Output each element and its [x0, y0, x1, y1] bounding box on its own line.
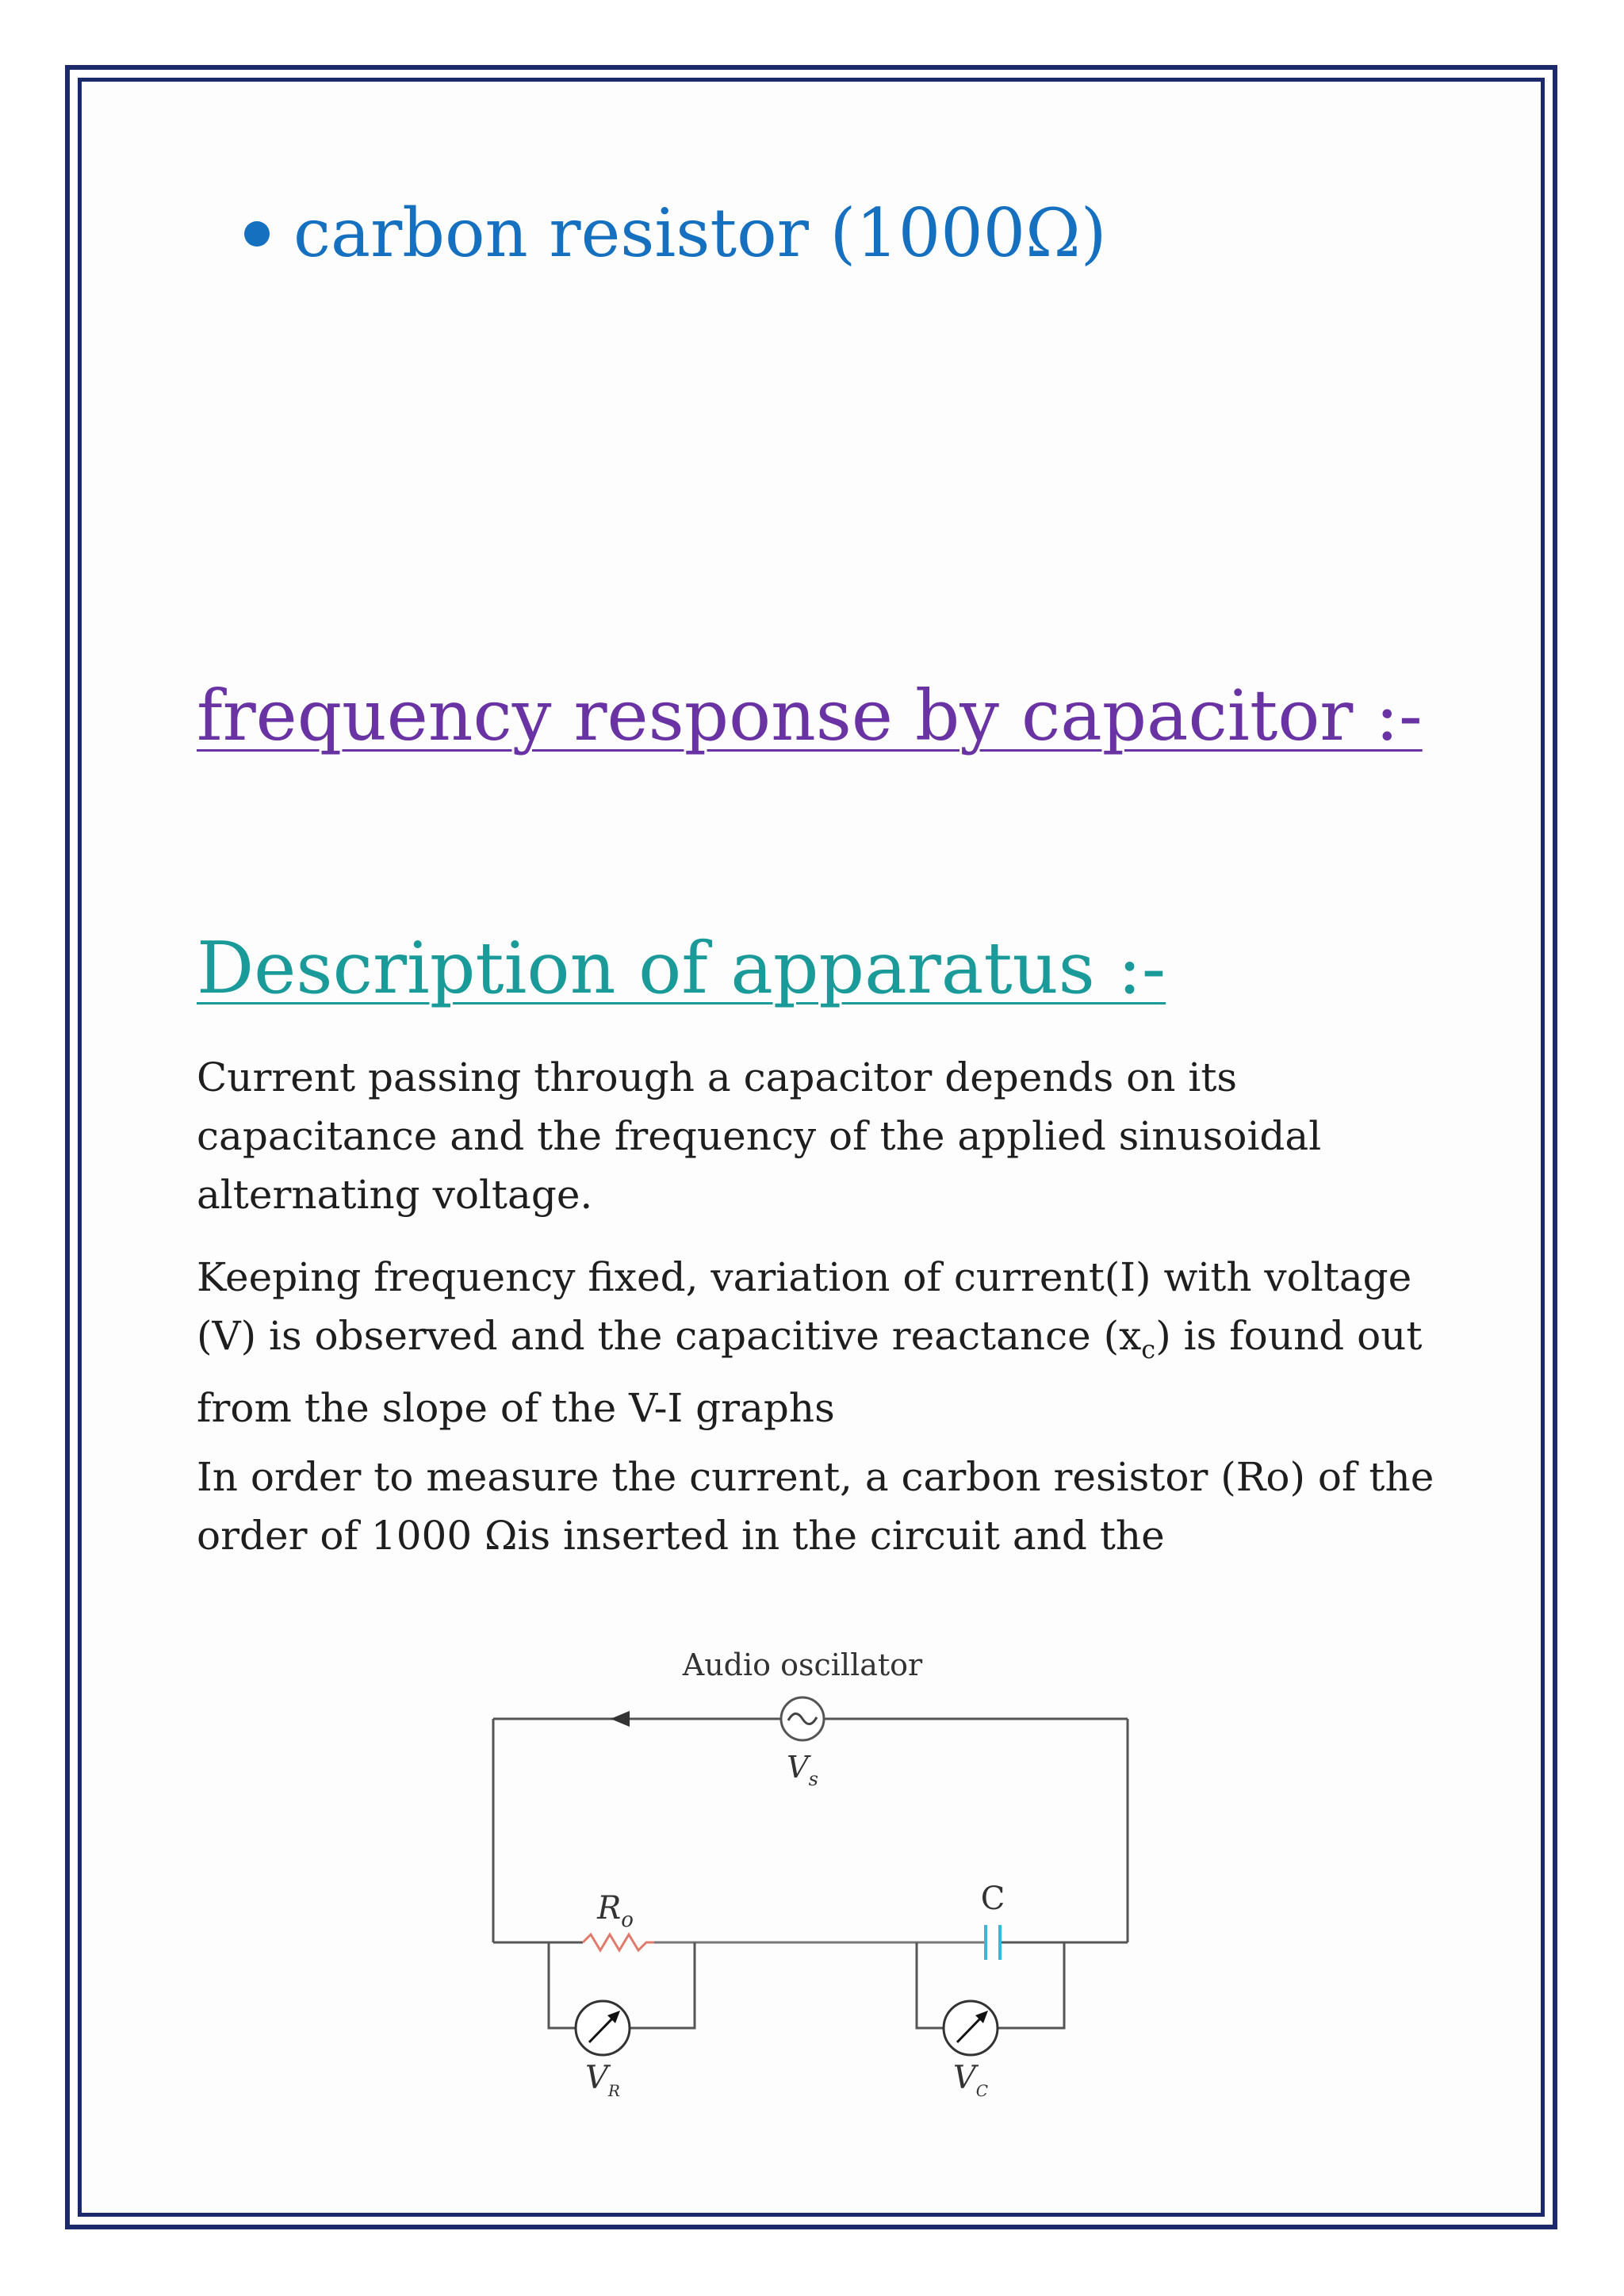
circuit-diagram [460, 1625, 1158, 2133]
paragraph-capacitor-current: Current passing through a capacitor depends on its capacitance and the frequency of the applied sinusoidal alternating voltage. [197, 1054, 1322, 1218]
capacitor-icon [986, 1925, 1000, 1960]
bullet-dot-icon [244, 221, 270, 247]
voltmeter-c-icon [944, 2001, 998, 2055]
source-symbol: $V_s$ [787, 1750, 818, 1790]
capacitor-label: C [980, 1881, 1005, 1917]
paragraph-reactance-text-1: Keeping frequency fixed, variation of current(I) with voltage (V) is observed and the capacitive reactance (x [197, 1254, 1412, 1359]
section-heading-description: Description of apparatus :- [197, 927, 1166, 1010]
voltmeter-c-label: $V_C$ [952, 2060, 989, 2100]
bullet-text: carbon resistor (1000Ω) [293, 194, 1107, 272]
resistor-label: $R_o$ [597, 1890, 634, 1932]
paragraph-reactance-text-2: ) is found out from the slope of the V-I graphs [197, 1313, 1423, 1431]
reactance-subscript: c [1141, 1334, 1156, 1364]
current-direction-arrow-icon [611, 1711, 630, 1727]
paragraph-reactance [197, 1248, 1450, 1437]
source-label: Audio oscillator [682, 1647, 923, 1682]
bullet-item [244, 194, 1107, 272]
voltmeter-r-label: $V_R$ [585, 2060, 620, 2100]
circuit-wires [493, 1719, 1128, 2028]
section-heading-frequency-response: frequency response by capacitor :- [197, 675, 1423, 756]
ac-source-icon [781, 1697, 824, 1740]
voltmeter-r-icon [576, 2001, 630, 2055]
paragraph-measure-current: In order to measure the current, a carbon resistor (Ro) of the order of 1000 Ωis inserted in the circuit and the [197, 1454, 1434, 1559]
resistor-icon [583, 1934, 654, 1950]
